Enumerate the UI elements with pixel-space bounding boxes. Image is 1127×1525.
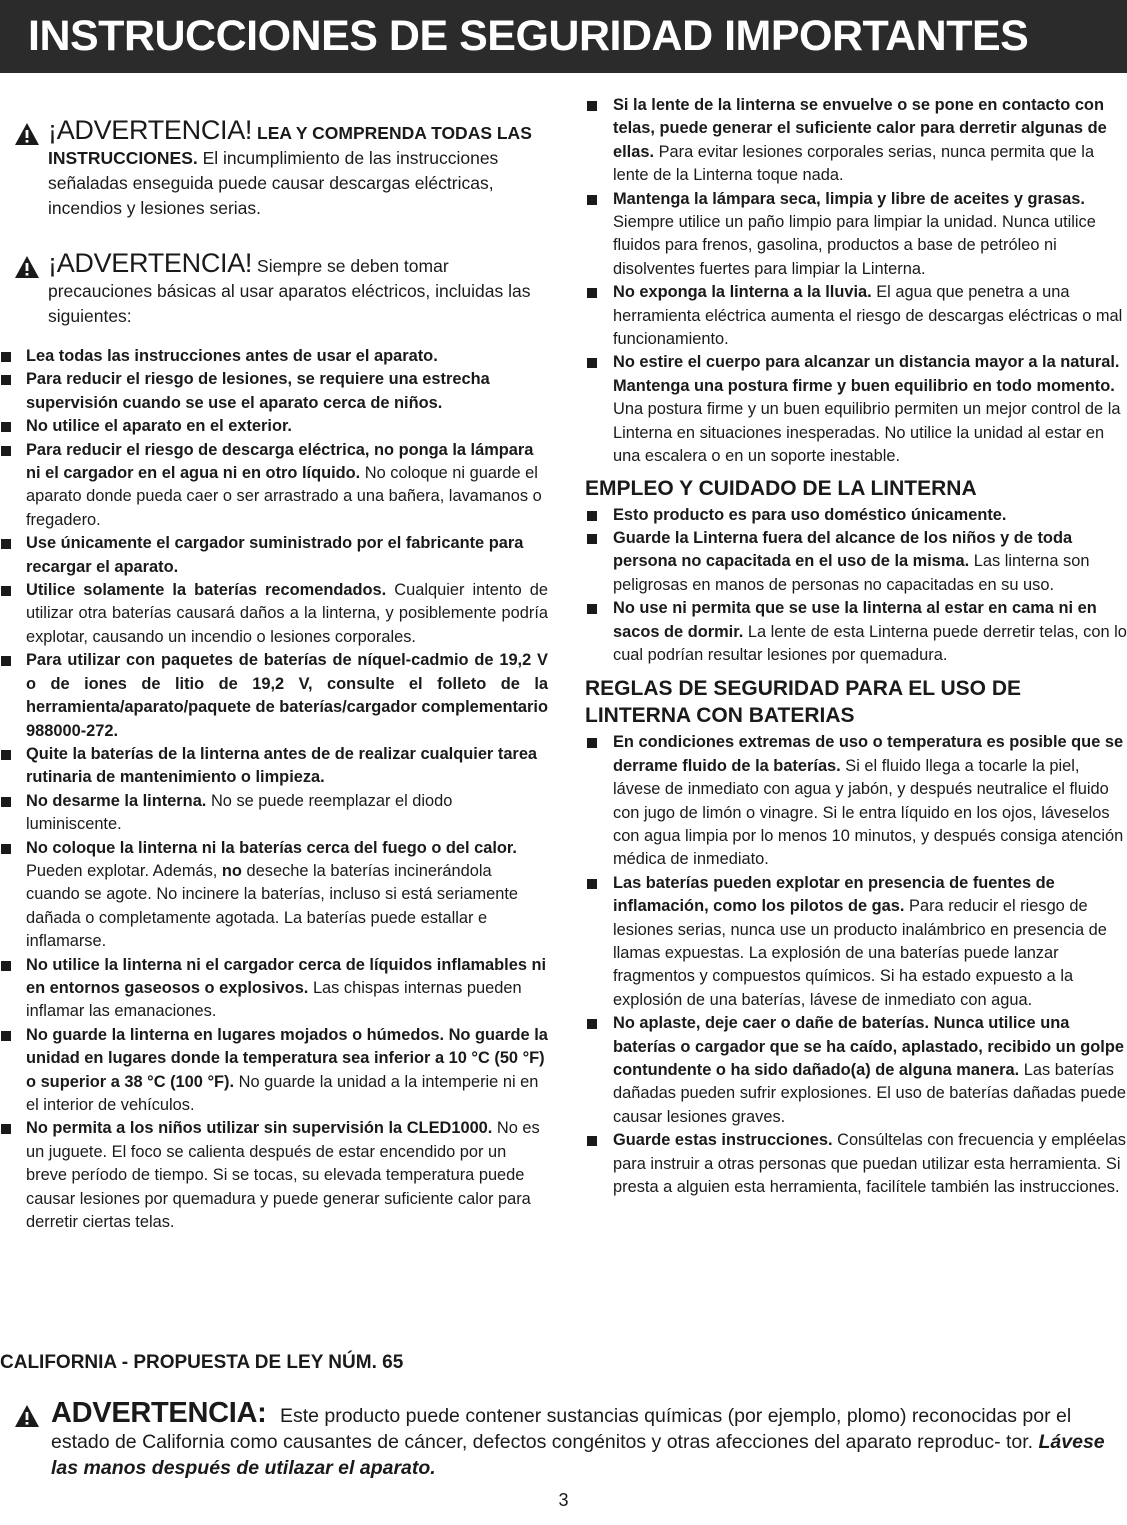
warning-read-instructions xyxy=(0,115,548,221)
safety-list-right xyxy=(585,94,1127,469)
right-column xyxy=(585,94,1127,1199)
prop65-warning xyxy=(0,1397,1127,1481)
list-item: Para reducir el riesgo de lesiones, se requiere una estrecha supervisión cuando se use el aparato cerca de niños. xyxy=(0,368,548,415)
list-item: No aplaste, deje caer o dañe de baterías. Nunca utilice una baterías o cargador que se ha caído, aplastado, recibido un golpe contundente o ha sido dañado(a) de alguna manera. Las baterías dañadas pueden sufrir explosiones. El uso de baterías dañadas puede causar lesiones graves. xyxy=(585,1012,1127,1129)
safety-list-left xyxy=(0,345,548,1234)
list-item: Si la lente de la linterna se envuelve o se pone en contacto con telas, puede generar el suficiente calor para derretir algunas de ellas. Para evitar lesiones corporales serias, nunca permita que la lente de la Linterna toque nada. xyxy=(585,94,1127,188)
warning-triangle-icon xyxy=(14,122,40,146)
warning-heading: ¡ADVERTENCIA! xyxy=(48,115,253,145)
list-item: Las baterías pueden explotar en presencia de fuentes de inflamación, como los pilotos de gas. Para reducir el riesgo de lesiones serias, nunca use un producto inalámbrico en presencia de llamas expuestas. La explosión de una baterías puede lanzar fragmentos y compuestos químicos. Si ha estado expuesto a la explosión de una baterías, lávese de inmediato con agua. xyxy=(585,872,1127,1012)
list-item: No permita a los niños utilizar sin supervisión la CLED1000. No es un juguete. El foco se calienta después de estar encendido por un breve período de tiempo. Si se tocas, su elevada temperatura puede causar lesiones por quemadura y puede generar suficiente calor para derretir ciertas telas. xyxy=(0,1117,548,1234)
section-heading-battery-safety: REGLAS DE SEGURIDAD PARA EL USO DE LINTERNA CON BATERIAS xyxy=(585,677,1021,728)
warning-triangle-icon xyxy=(14,1404,40,1428)
list-item: Mantenga la lámpara seca, limpia y libre de aceites y grasas. Siempre utilice un paño limpio para limpiar la unidad. Nunca utilice fluidos para frenos, gasolina, productos a base de petróleo ni disolventes fuertes para limpiar la Linterna. xyxy=(585,188,1127,282)
warning-triangle-icon xyxy=(14,255,40,279)
list-item: Lea todas las instrucciones antes de usar el aparato. xyxy=(0,345,548,368)
list-item: No utilice el aparato en el exterior. xyxy=(0,415,548,438)
warning-lead: LEA Y COMPRENDA TODAS LAS INSTRUCCIONES. xyxy=(48,123,532,168)
warning-heading: ¡ADVERTENCIA! xyxy=(48,248,253,278)
list-item: Para utilizar con paquetes de baterías de níquel-cadmio de 19,2 V o de iones de litio de 19,2 V, consulte el folleto de la herramienta/aparato/paquete de baterías/cargador complementario 988000-272. xyxy=(0,649,548,743)
list-item: No utilice la linterna ni el cargador cerca de líquidos inflamables ni en entornos gaseosos o explosivos. Las chispas internas pueden inflamar las emanaciones. xyxy=(0,954,548,1024)
list-item: Esto producto es para uso doméstico únicamente. xyxy=(585,504,1127,527)
list-item: En condiciones extremas de uso o temperatura es posible que se derrame fluido de la baterías. Si el fluido llega a tocarle la piel, lávese de inmediato con agua y jabón, y después neutralice el fluido con jugo de limón o vinagre. Si le entra líquido en los ojos, láveselos con agua limpia por lo menos 10 minutos, y después consiga atención médica de inmediato. xyxy=(585,731,1127,871)
prop65-heading: ADVERTENCIA: xyxy=(51,1397,267,1429)
list-item: Guarde la Linterna fuera del alcance de los niños y de toda persona no capacitada en el uso de la misma. Las linterna son peligrosas en manos de personas no capacitadas en su uso. xyxy=(585,527,1127,597)
use-care-list xyxy=(585,504,1127,668)
list-item: Para reducir el riesgo de descarga eléctrica, no ponga la lámpara ni el cargador en el agua ni en otro líquido. No coloque ni guarde el aparato donde pueda caer o ser arrastrado a una bañera, lavamanos o fregadero. xyxy=(0,439,548,533)
list-item: No exponga la linterna a la lluvia. El agua que penetra a una herramienta eléctrica aumenta el riesgo de descargas eléctricas o mal funcionamiento. xyxy=(585,281,1127,351)
page-number: 3 xyxy=(558,1490,569,1510)
prop65-emphasis: Lávese las manos después de utilazar el aparato. xyxy=(51,1431,1105,1479)
list-item: No desarme la linterna. No se puede reemplazar el diodo luminiscente. xyxy=(0,790,548,837)
list-item: Use únicamente el cargador suministrado por el fabricante para recargar el aparato. xyxy=(0,532,548,579)
battery-safety-list xyxy=(585,731,1127,1199)
list-item: Utilice solamente la baterías recomendados. Cualquier intento de utilizar otra baterías causará daños a la linterna, y posiblemente podría explotar, causando un incendio o lesiones corporales. xyxy=(0,579,548,649)
list-item: No estire el cuerpo para alcanzar un distancia mayor a la natural. Mantenga una postura firme y buen equilibrio en todo momento. Una postura firme y un buen equilibrio permiten un mejor control de la Linterna en situaciones inesperadas. No utilice la unidad al estar en una escalera o en un soporte inestable. xyxy=(585,351,1127,468)
warning-text: El incumplimiento de las instrucciones señaladas enseguida puede causar descargas eléctricas, incendios y lesiones serias. xyxy=(48,148,499,218)
section-heading-use-care: EMPLEO Y CUIDADO DE LA LINTERNA xyxy=(585,476,977,500)
page-banner: INSTRUCCIONES DE SEGURIDAD IMPORTANTES xyxy=(0,0,1127,73)
prop65-text: Este producto puede contener sustancias químicas (por ejemplo, plomo) reconocidas por el estado de California como causantes de cáncer, defectos congénitos y otras afecciones del aparato reproduc- tor. xyxy=(51,1405,1072,1453)
warning-basic-precautions xyxy=(0,248,548,329)
list-item: No coloque la linterna ni la baterías cerca del fuego o del calor. Pueden explotar. Además, no deseche la baterías incinerándola cuando se agote. No incinere la baterías, incluso si está seriamente dañada o completamente agotada. La baterías puede estallar e inflamarse. xyxy=(0,837,548,954)
list-item: Quite la baterías de la linterna antes de de realizar cualquier tarea rutinaria de mantenimiento o limpieza. xyxy=(0,743,548,790)
list-item: Guarde estas instrucciones. Consúltelas con frecuencia y empléelas para instruir a otras personas que puedan utilizar esta herramienta. Si presta a alguien esta herramienta, facilítele también las instrucciones. xyxy=(585,1129,1127,1199)
list-item: No use ni permita que se use la linterna al estar en cama ni en sacos de dormir. La lente de esta Linterna puede derretir telas, con lo cual podrían resultar lesiones por quemadura. xyxy=(585,597,1127,667)
prop65-title: CALIFORNIA - PROPUESTA DE LEY NÚM. 65 xyxy=(0,1352,404,1373)
left-column xyxy=(0,115,549,1234)
warning-text: Siempre se deben tomar precauciones básicas al usar aparatos eléctricos, incluidas las siguientes: xyxy=(48,256,531,326)
list-item: No guarde la linterna en lugares mojados o húmedos. No guarde la unidad en lugares donde la temperatura sea inferior a 10 °C (50 °F) o superior a 38 °C (100 °F). No guarde la unidad a la intemperie ni en el interior de vehículos. xyxy=(0,1024,548,1118)
